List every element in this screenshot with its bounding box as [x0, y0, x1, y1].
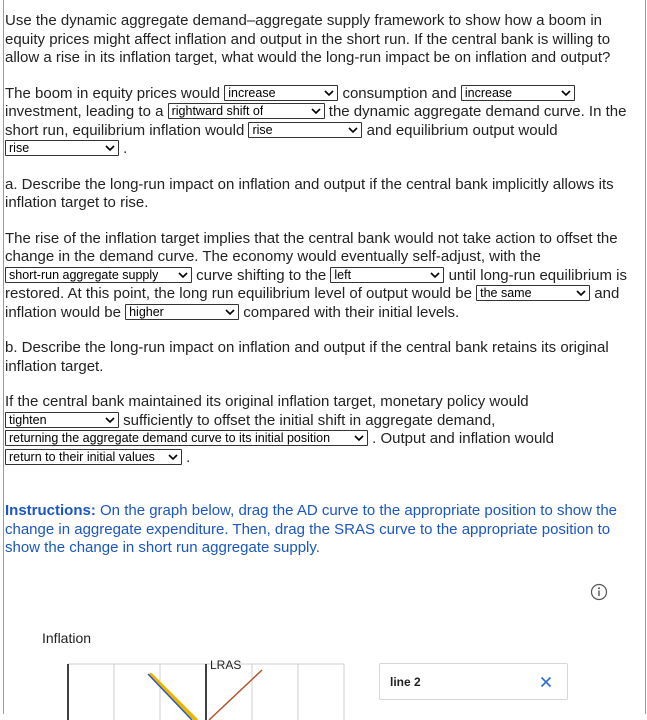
legend-label: line 2: [390, 675, 421, 689]
question-content: [5, 12, 645, 558]
pb-text-4: .: [182, 448, 191, 466]
pa-text-3: until long-run equilibrium is restored. At this point, the long run equilibrium level of output would be: [5, 266, 627, 302]
paragraph-part-b: [5, 393, 645, 467]
p1-text-3: investment, leading to a: [5, 103, 168, 120]
chevron-down-icon: [225, 306, 235, 318]
chevron-down-icon: [324, 87, 334, 99]
chevron-down-icon: [311, 105, 321, 117]
sras-curve[interactable]: [148, 674, 192, 720]
p1-text-4: the dynamic aggregate demand curve. In the short run, equilibrium inflation would: [5, 103, 627, 139]
part-a-question: a. Describe the long-run impact on inflation and output if the central bank implicitly allows its inflation target to rise.: [5, 175, 614, 211]
page-border-right: [645, 0, 646, 714]
shift-direction-dropdown[interactable]: left: [330, 267, 444, 283]
ad-position-dropdown[interactable]: returning the aggregate demand curve to its initial position: [5, 430, 368, 446]
sr-output-dropdown[interactable]: rise: [5, 140, 119, 156]
page-border-left: [3, 0, 4, 714]
chevron-down-icon: [105, 142, 115, 154]
p1-text-2: consumption and: [338, 84, 461, 102]
lr-inflation-dropdown[interactable]: higher: [125, 304, 239, 320]
part-b-question: b. Describe the long-run impact on inflation and output if the central bank retains its original inflation target.: [5, 339, 609, 375]
pa-text-5: compared with their initial levels.: [239, 303, 460, 321]
info-icon[interactable]: [590, 583, 608, 601]
ad-curve[interactable]: [151, 675, 196, 720]
y-axis-label: Inflation: [42, 630, 92, 646]
pa-text-2: curve shifting to the: [192, 266, 331, 284]
chevron-down-icon: [168, 451, 178, 463]
chevron-down-icon: [430, 269, 440, 281]
instructions-heading: Instructions:: [5, 502, 96, 519]
graph-area: [66, 660, 346, 720]
chevron-down-icon: [354, 432, 364, 444]
chevron-down-icon: [561, 87, 571, 99]
pb-text-3: . Output and inflation would: [368, 430, 554, 447]
instructions: [5, 502, 645, 558]
pb-text-2: sufficiently to offset the initial shift in aggregate demand,: [119, 411, 496, 429]
lras-label: LRAS: [210, 658, 242, 672]
consumption-dropdown[interactable]: increase: [224, 85, 338, 101]
paragraph-part-a: [5, 230, 645, 323]
chevron-down-icon: [348, 124, 358, 136]
question-intro: Use the dynamic aggregate demand–aggregate supply framework to show how a boom in equity prices might affect inflation and output in the short run. If the central bank is willing to allow a rise in its inflation target, what would the long-run impact be on inflation and output?: [5, 12, 611, 66]
lr-output-dropdown[interactable]: the same: [476, 285, 590, 301]
close-icon[interactable]: [540, 676, 552, 688]
pb-text-1: If the central bank maintained its original inflation target, monetary policy would: [5, 393, 529, 410]
chevron-down-icon: [178, 269, 188, 281]
curve-shift-dropdown[interactable]: short-run aggregate supply: [5, 267, 192, 283]
monetary-policy-dropdown[interactable]: tighten: [5, 412, 119, 428]
ad-shift-dropdown[interactable]: rightward shift of: [168, 103, 325, 119]
instructions-text: On the graph below, drag the AD curve to the appropriate position to show the change in aggregate expenditure. Then, drag the SRAS curve to the appropriate position to show the change in short run aggregate supply.: [5, 502, 618, 556]
p1-text-6: .: [119, 140, 128, 157]
paragraph-short-run: [5, 85, 645, 159]
chevron-down-icon: [105, 414, 115, 426]
legend-box[interactable]: [379, 663, 568, 700]
investment-dropdown[interactable]: increase: [461, 85, 575, 101]
p1-text-5: and equilibrium output would: [362, 121, 558, 139]
outcome-dropdown[interactable]: return to their initial values: [5, 449, 182, 465]
pa-text-4: and inflation would be: [5, 285, 620, 321]
chevron-down-icon: [576, 287, 586, 299]
p1-text-1: The boom in equity prices would: [5, 84, 225, 102]
pa-text-1: The rise of the inflation target implies that the central bank would not take action to offset the change in the demand curve. The economy would eventually self-adjust, with the: [5, 229, 618, 265]
sr-inflation-dropdown[interactable]: rise: [248, 122, 362, 138]
line-2[interactable]: [209, 670, 262, 720]
